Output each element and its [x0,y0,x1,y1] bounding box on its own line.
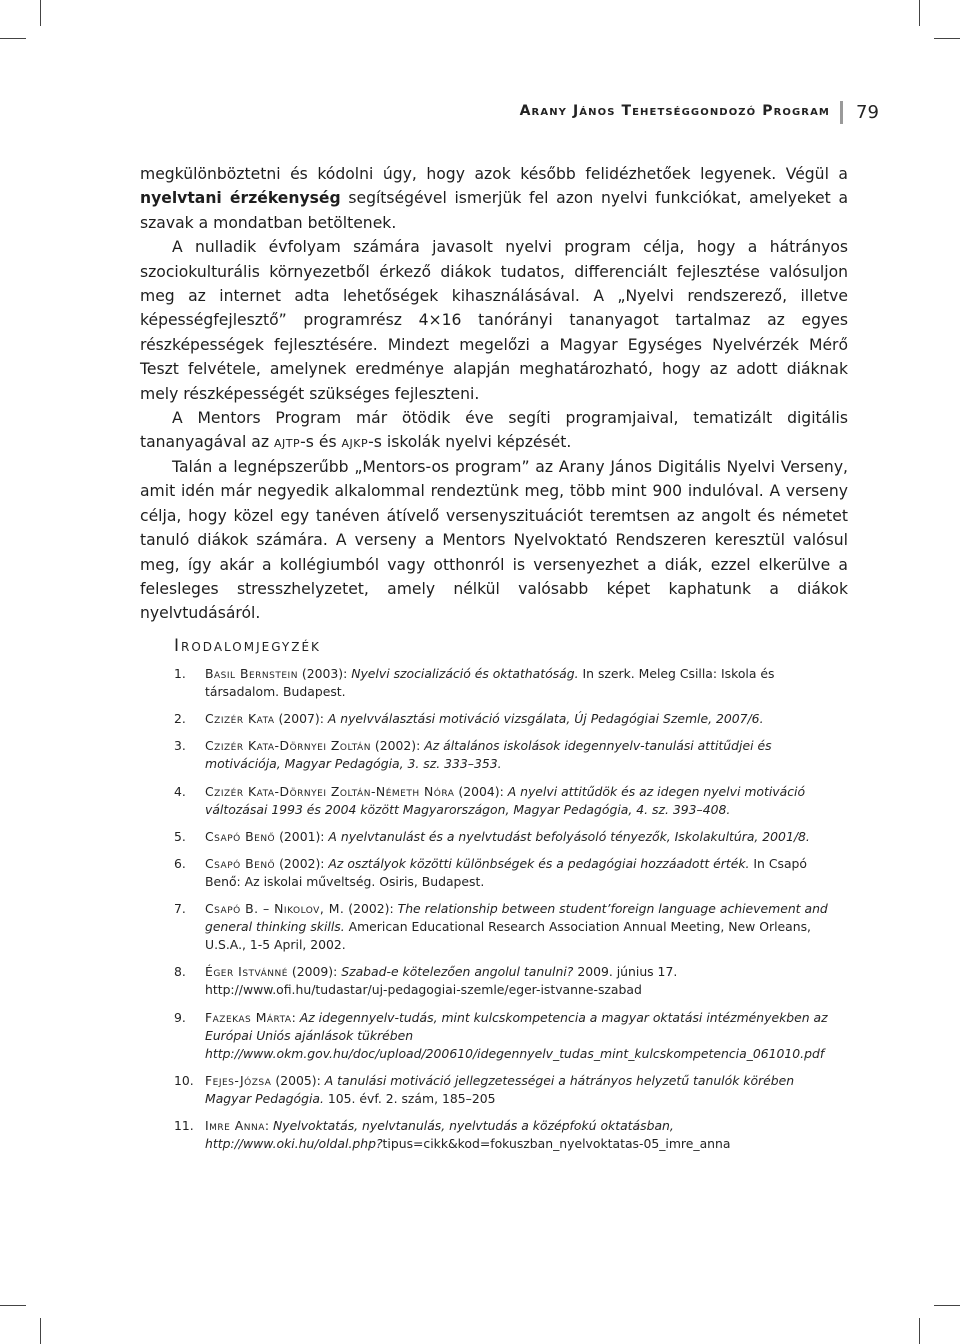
crop-mark-bottom-right-h [934,1305,960,1306]
crop-mark-bottom-left-h [0,1305,26,1306]
reference-item [174,1072,834,1108]
reference-author: Basil Bernstein [205,666,298,681]
header-divider [840,101,843,124]
reference-year: (2004): [454,783,508,799]
reference-year: (2003): [297,666,352,681]
reference-item [174,1009,834,1063]
reference-work: Nyelvoktatás, nyelvtanulás, nyelvtudás a középfokú oktatásban, http://www.oki.hu/oldal.php? [205,1117,674,1151]
crop-mark-top-right [919,0,920,26]
paragraph-3 [140,406,848,455]
reference-author: Czizér Kata-Dörnyei Zoltán [205,738,371,754]
reference-work: A nyelvválasztási motiváció vizsgálata, Új Pedagógiai Szemle, 2007/6. [327,711,764,727]
reference-item [174,737,834,773]
reference-number: 10. [174,1072,194,1088]
reference-work: Nyelvi szocializáció és oktathatóság. [351,666,579,681]
reference-number: 8. [174,964,186,980]
reference-work: Az általános iskolások idegennyelv-tanulási attitűdjei és motivációja, Magyar Pedagógia, 3. sz. 333–353. [205,738,772,772]
reference-details: American Educational Research Association Annual Meeting, New Orleans, U.S.A., 1-5 April, 2002. [205,919,811,953]
reference-number: 3. [174,738,186,754]
references-title: Irodalomjegyzék [174,636,321,656]
reference-item [174,855,834,891]
reference-author: Czizér Kata-Dörnyei Zoltán-Németh Nóra [205,783,455,799]
reference-details: tipus=cikk&kod=fokuszban_nyelvoktatas-05_imre_anna [382,1135,731,1151]
reference-item [174,1117,834,1153]
paragraph-4: Talán a legnépszerűbb „Mentors-os program” az Arany János Digitális Nyelvi Verseny, amit idén már negyedik alkalommal rendeztünk meg, több mint 900 indulóval. A verseny célja, hogy közel egy tanéven átívelő versenyszituációt teremtsen az angolt és németet tanuló diákok számára. A verseny a Mentors Nyelvoktató Rendszeren keresztül valósul meg, így akár a kollégiumból vagy otthonról is versenyezhet a diák, ezzel elkerülve a felesleges stresszhelyzetet, amely nélkül valósabb képet kaphatunk a diákok nyelvtudásáról. [140,457,848,623]
reference-year: (2002): [344,901,398,917]
crop-mark-top-left-h [0,38,26,39]
reference-work: Az osztályok közötti különbségek és a pedagógiai hozzáadott érték. [328,855,750,871]
reference-number: 2. [174,711,186,727]
reference-year: (2001): [275,828,329,844]
reference-year: : [291,1009,300,1025]
reference-work: Az idegennyelv-tudás, mint kulcskompetencia a magyar oktatási intézményekben az Európai Uniós ajánlások tükrében http://www.okm.gov.hu/doc/upload/200610/idegennyelv_tudas_mint_kulcskompetencia_061010.pdf [205,1009,828,1061]
reference-item [174,963,834,999]
running-header [0,101,960,127]
reference-item [174,783,834,819]
reference-work: A nyelvi attitűdök és az idegen nyelvi motiváció változásai 1993 és 2004 között Magyarországon, Magyar Pedagógia, 4. sz. 393–408. [205,783,806,817]
reference-item [174,665,834,701]
reference-author: Csapó B. – Nikolov, M. [205,901,345,917]
running-title: Arany János Tehetséggondozó Program [519,103,830,119]
reference-author: Imre Anna [205,1117,265,1133]
crop-mark-bottom-left [40,1318,41,1344]
reference-year: (2002): [370,738,425,754]
paragraph-1-bold: nyelvtani érzékenység [140,189,341,208]
reference-work: A tanulási motiváció jellegzetességei a hátrányos helyzetű tanulók körében Magyar Pedagógia. [205,1072,795,1106]
reference-details: 105. évf. 2. szám, 185–205 [323,1090,496,1106]
paragraph-3-text-b: -s és [300,433,342,452]
reference-number: 1. [174,666,186,681]
reference-details: 2009. június 17. http://www.ofi.hu/tudastar/uj-pedagogiai-szemle/eger-istvanne-szabad [205,964,678,998]
abbr-ajtp: ajtp [274,433,301,452]
reference-number: 9. [174,1009,186,1025]
reference-author: Éger Istvánné [205,964,288,980]
reference-year: (2005): [271,1072,325,1088]
crop-mark-top-left [40,0,41,26]
reference-item [174,828,834,846]
reference-details: In Csapó Benő: Az iskolai műveltség. Osiris, Budapest. [205,855,807,889]
paragraph-3-text-a: A Mentors Program már ötödik éve segíti programjaival, tematizált digitális tananyagával az [140,409,848,452]
reference-author: Fazekas Márta [205,1009,292,1025]
reference-year: (2002): [275,855,329,871]
reference-work: A nyelvtanulást és a nyelvtudást befolyásoló tényezők, Iskolakultúra, 2001/8. [328,828,810,844]
reference-work: The relationship between student’foreign language achievement and general thinking skills. [205,901,828,935]
reference-item [174,710,834,728]
references-list [174,665,834,1162]
reference-details: In szerk. Meleg Csilla: Iskola és társadalom. Budapest. [205,666,775,699]
reference-number: 7. [174,901,186,917]
reference-author: Csapó Benő [205,828,276,844]
reference-work: Szabad-e kötelezően angolul tanulni? [341,964,574,980]
paragraph-2: A nulladik évfolyam számára javasolt nyelvi program célja, hogy a hátrányos szociokulturális környezetből érkező diákok tudatos, differenciált fejlesztése valósuljon meg az internet adta lehetőségek kihasználásával. A „Nyelvi rendszerező, illetve képességfejlesztő” programrész 4×16 tanórányi tananyagot tartalmaz az egyes részképességek fejlesztésére. Mindezt megelőzi a Magyar Egységes Nyelvérzék Mérő Teszt felvétele, amelynek eredménye alapján meghatározható, hogy az adott diáknak mely részképességét szükséges fejleszteni. [140,238,848,403]
reference-author: Fejes-Józsa [205,1072,272,1088]
paragraph-1-text-a: megkülönböztetni és kódolni úgy, hogy azok később felidézhetőek legyenek. Végül a [140,165,848,183]
crop-mark-top-right-h [934,38,960,39]
body-text [140,162,848,626]
paragraph-1 [140,162,848,235]
reference-item [174,900,834,954]
reference-number: 6. [174,855,186,871]
reference-author: Csapó Benő [205,855,276,871]
reference-number: 4. [174,783,186,799]
abbr-ajkp: ajkp [341,433,369,452]
reference-year: : [264,1117,274,1133]
paragraph-1-text-b: segítségével ismerjük fel azon nyelvi funkciókat, amelyeket a szavak a mondatban betöltenek. [140,189,848,232]
reference-year: (2009): [287,964,342,980]
page-number: 79 [856,102,879,123]
reference-year: (2007): [274,711,328,727]
paragraph-3-text-c: -s iskolák nyelvi képzését. [368,433,572,452]
crop-mark-bottom-right [919,1318,920,1344]
reference-number: 5. [174,828,186,844]
reference-author: Czizér Kata [205,711,275,727]
reference-number: 11. [174,1117,194,1133]
